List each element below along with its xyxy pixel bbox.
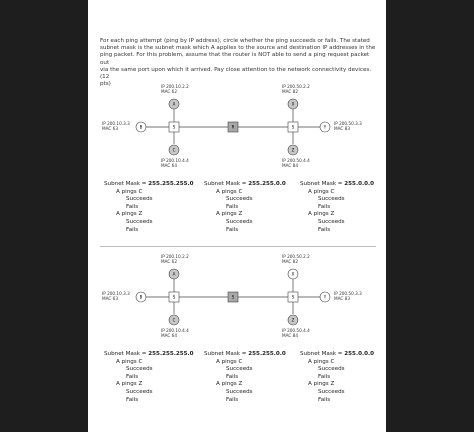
answer-block-1-1 [104, 181, 199, 234]
host-z-letter: Z [291, 147, 295, 153]
ping-c-succeeds-option[interactable]: Succeeds [126, 196, 153, 203]
host-z-address: IP 200.50.4.4 MAC 84 [282, 328, 310, 338]
ping-c-succeeds-option[interactable]: Succeeds [318, 196, 345, 203]
host-x-address: IP 200.50.2.2 MAC 82 [282, 84, 310, 94]
mask-label: Subnet Mask = [104, 181, 149, 187]
host-c-letter: C [172, 147, 176, 153]
ping-z-fails-option[interactable]: Fails [318, 226, 331, 233]
host-b-address: IP 200.10.3.3 MAC 63 [102, 121, 130, 131]
mask-value: 255.255.0.0 [248, 351, 286, 357]
host-y-letter: Y [323, 124, 327, 130]
host-x-letter: X [291, 271, 295, 277]
mask-value: 255.0.0.0 [344, 181, 374, 187]
ping-z-fails-option[interactable]: Fails [126, 396, 139, 403]
host-c-address: IP 200.10.4.4 MAC 64 [161, 328, 189, 338]
ping-c-fails-option[interactable]: Fails [126, 203, 139, 210]
answer-block-2-3 [300, 351, 382, 404]
ping-z-label: A pings Z [216, 211, 243, 218]
answer-block-1-3 [300, 181, 382, 234]
host-y-letter: Y [323, 294, 327, 300]
host-x-address: IP 200.50.2.2 MAC 82 [282, 254, 310, 264]
host-c-address: IP 200.10.4.4 MAC 64 [161, 158, 189, 168]
switch-left-letter: S [172, 124, 176, 130]
mask-value: 255.255.0.0 [248, 181, 286, 187]
ping-c-label: A pings C [308, 188, 335, 195]
ping-c-label: A pings C [216, 188, 243, 195]
host-y-address: IP 200.50.3.3 MAC 83 [334, 291, 362, 301]
ping-z-label: A pings Z [216, 381, 243, 388]
ping-z-succeeds-option[interactable]: Succeeds [226, 388, 253, 395]
host-x-letter: X [291, 101, 295, 107]
ping-c-succeeds-option[interactable]: Succeeds [318, 366, 345, 373]
ping-z-fails-option[interactable]: Fails [318, 396, 331, 403]
answer-block-2-1 [104, 351, 199, 404]
host-b-address: IP 200.10.3.3 MAC 63 [102, 291, 130, 301]
host-c-letter: C [172, 317, 176, 323]
mask-value: 255.255.255.0 [148, 351, 194, 357]
ping-z-succeeds-option[interactable]: Succeeds [226, 218, 253, 225]
host-y-address: IP 200.50.3.3 MAC 83 [334, 121, 362, 131]
ping-z-succeeds-option[interactable]: Succeeds [318, 388, 345, 395]
host-z-letter: Z [291, 317, 295, 323]
switch-right-letter: S [291, 124, 295, 130]
ping-z-label: A pings Z [308, 211, 335, 218]
ping-c-succeeds-option[interactable]: Succeeds [226, 366, 253, 373]
ping-c-label: A pings C [116, 188, 143, 195]
ping-c-label: A pings C [216, 358, 243, 365]
host-b-letter: B [139, 294, 143, 300]
section-divider [100, 246, 376, 247]
ping-c-fails-option[interactable]: Fails [226, 203, 239, 210]
ping-z-fails-option[interactable]: Fails [226, 396, 239, 403]
ping-c-fails-option[interactable]: Fails [318, 373, 331, 380]
ping-c-succeeds-option[interactable]: Succeeds [226, 196, 253, 203]
ping-c-fails-option[interactable]: Fails [126, 373, 139, 380]
mask-label: Subnet Mask = [300, 351, 345, 357]
mask-value: 255.0.0.0 [344, 351, 374, 357]
switch-right-letter: S [291, 294, 295, 300]
center-device-letter: S [231, 294, 235, 300]
answer-block-2-2 [204, 351, 296, 404]
ping-z-succeeds-option[interactable]: Succeeds [318, 218, 345, 225]
ping-z-fails-option[interactable]: Fails [226, 226, 239, 233]
ping-c-succeeds-option[interactable]: Succeeds [126, 366, 153, 373]
switch-left-letter: S [172, 294, 176, 300]
center-device-letter: R [231, 124, 235, 130]
mask-label: Subnet Mask = [204, 181, 249, 187]
ping-c-label: A pings C [308, 358, 335, 365]
ping-z-fails-option[interactable]: Fails [126, 226, 139, 233]
mask-label: Subnet Mask = [300, 181, 345, 187]
ping-z-label: A pings Z [308, 381, 335, 388]
mask-label: Subnet Mask = [204, 351, 249, 357]
ping-z-label: A pings Z [116, 211, 143, 218]
host-b-letter: B [139, 124, 143, 130]
host-z-address: IP 200.50.4.4 MAC 84 [282, 158, 310, 168]
ping-c-fails-option[interactable]: Fails [318, 203, 331, 210]
host-a-letter: A [172, 101, 176, 107]
host-a-address: IP 200.10.2.2 MAC 62 [161, 84, 189, 94]
ping-c-fails-option[interactable]: Fails [226, 373, 239, 380]
mask-value: 255.255.255.0 [148, 181, 194, 187]
mask-label: Subnet Mask = [104, 351, 149, 357]
host-a-address: IP 200.10.2.2 MAC 62 [161, 254, 189, 264]
answer-block-1-2 [204, 181, 296, 234]
ping-c-label: A pings C [116, 358, 143, 365]
ping-z-succeeds-option[interactable]: Succeeds [126, 388, 153, 395]
host-a-letter: A [172, 271, 176, 277]
ping-z-label: A pings Z [116, 381, 143, 388]
worksheet-page [88, 0, 386, 432]
instructions-text: For each ping attempt (ping by IP address), circle whether the ping succeeds or fails. The stated subnet mask is the subnet mask which A applies to the source and destination IP addresses in the ping packet. For this problem, assume that the router is NOT able to send a ping request packet out via the same port upon which it arrived. Pay close attention to the network connectivity devices. (12 pts) [100, 38, 376, 88]
ping-z-succeeds-option[interactable]: Succeeds [126, 218, 153, 225]
